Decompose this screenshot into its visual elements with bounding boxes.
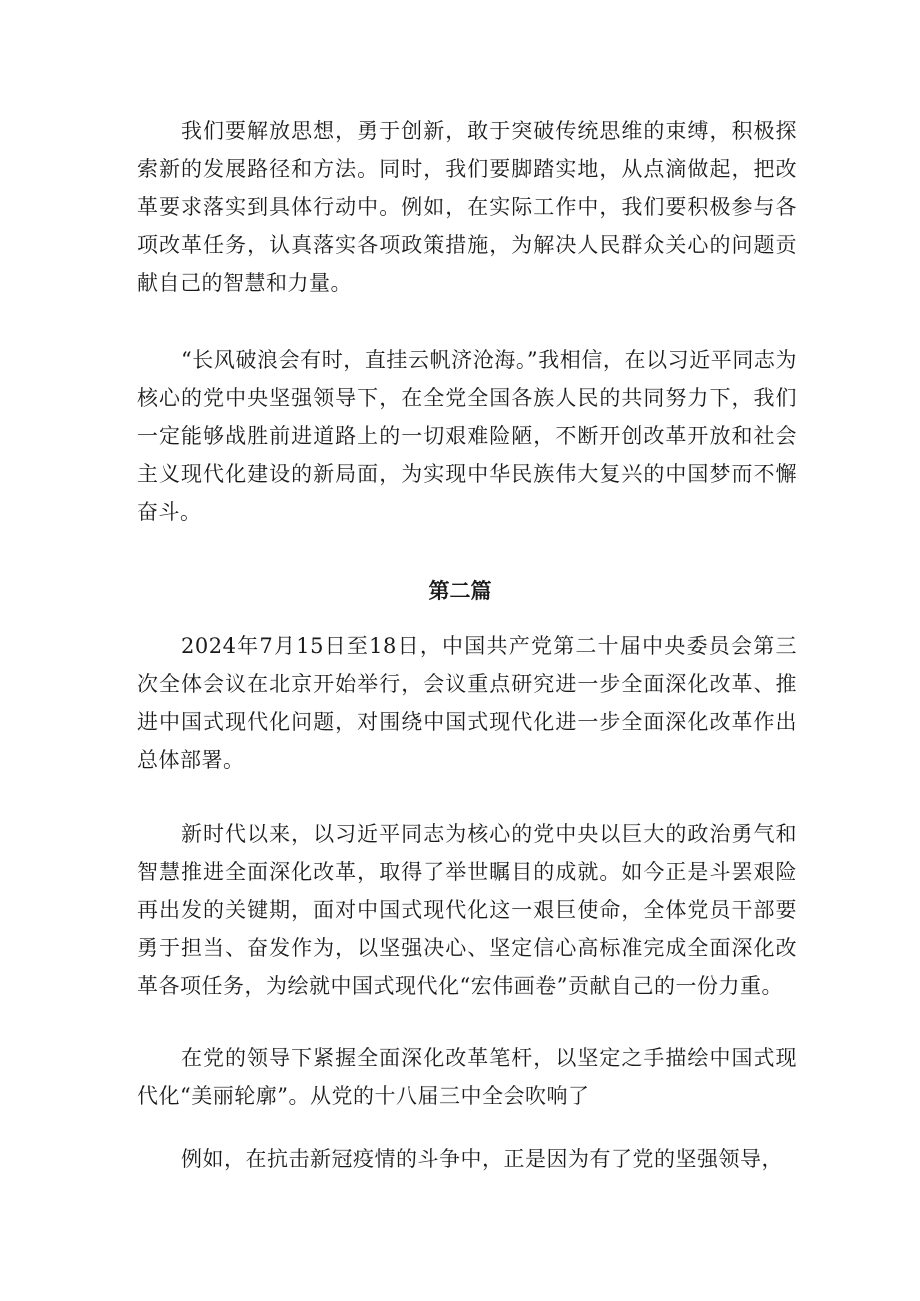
section-heading: 第二篇 bbox=[428, 579, 492, 603]
paragraph: 我们要解放思想，勇于创新，敢于突破传统思维的束缚，积极探索新的发展路径和方法。同时，我们要脚踏实地，从点滴做起，把改革要求落实到具体行动中。例如，在实际工作中，我们要积极参与各项改革任务，认真落实各项政策措施，为解决人民群众关心的问题贡献自己的智慧和力量。 bbox=[137, 119, 797, 295]
paragraph: 新时代以来，以习近平同志为核心的党中央以巨大的政治勇气和智慧推进全面深化改革，取得了举世瞩目的成就。如今正是斗罢艰险再出发的关键期，面对中国式现代化这一艰巨使命，全体党员干部要勇于担当、奋发作为，以坚强决心、坚定信心高标准完成全面深化改革各项任务，为绘就中国式现代化“宏伟画卷”贡献自己的一份力重。 bbox=[137, 822, 797, 998]
paragraph: 例如，在抗击新冠疫情的斗争中，正是因为有了党的坚强领导， bbox=[181, 1147, 783, 1171]
paragraph: 在党的领导下紧握全面深化改革笔杆，以坚定之手描绘中国式现代化“美丽轮廓”。从党的十八届三中全会吹响了 bbox=[137, 1046, 797, 1108]
paragraph: “长风破浪会有时，直挂云帆济沧海。”我相信，在以习近平同志为核心的党中央坚强领导下，在全党全国各族人民的共同努力下，我们一定能够战胜前进道路上的一切艰难险陋，不断开创改革开放和社会主义现代化建设的新局面，为实现中华民族伟大复兴的中国梦而不懈奋斗。 bbox=[137, 348, 797, 524]
paragraph: 2024年7月15日至18日，中国共产党第二十届中央委员会第三次全体会议在北京开始举行，会议重点研究进一步全面深化改革、推进中国式现代化问题，对围绕中国式现代化进一步全面深化改革作出总体部署。 bbox=[137, 634, 797, 772]
